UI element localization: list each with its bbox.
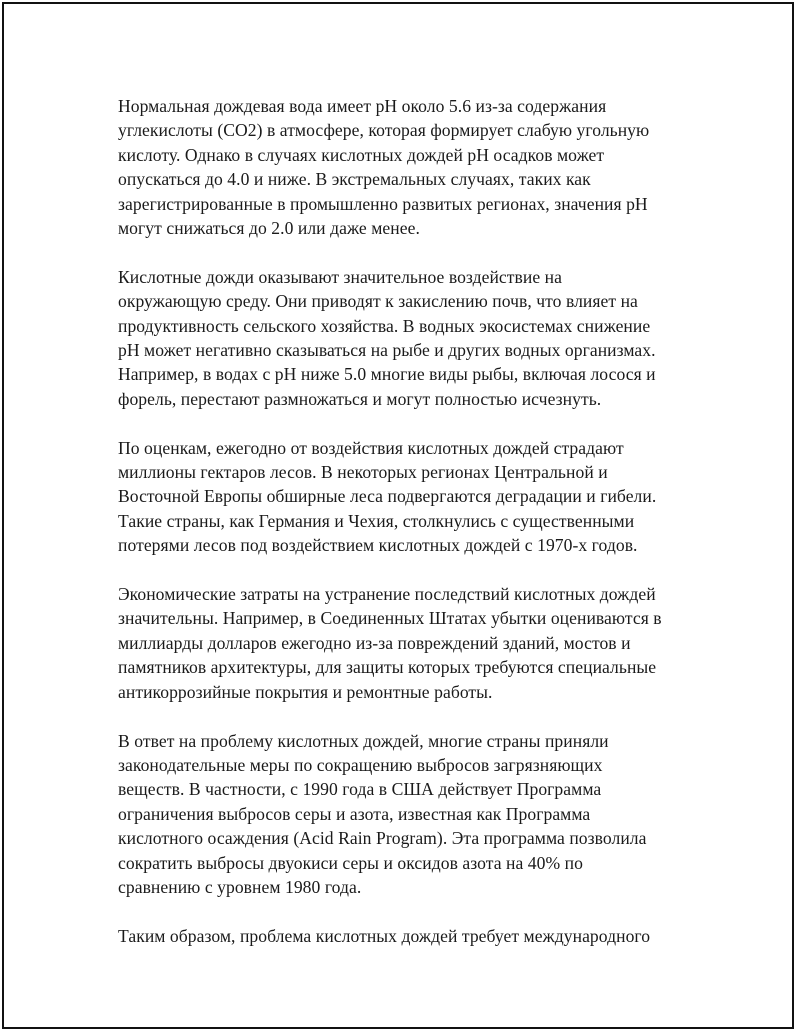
text-line: опускаться до 4.0 и ниже. В экстремальных случаях, таких как	[118, 169, 591, 190]
text-line: значительны. Например, в Соединенных Штатах убытки оцениваются в	[118, 608, 662, 629]
paragraph-legislation	[118, 729, 703, 900]
text-line: углекислоты (CO2) в атмосфере, которая формирует слабую угольную	[118, 120, 650, 141]
text-line: pH может негативно сказываться на рыбе и других водных организмах.	[118, 340, 656, 361]
text-line: законодательные меры по сокращению выбросов загрязняющих	[118, 754, 603, 775]
text-line: форель, перестают размножаться и могут полностью исчезнуть.	[118, 388, 602, 409]
text-line: Например, в водах с pH ниже 5.0 многие виды рыбы, включая лосося и	[118, 364, 656, 385]
text-line: веществ. В частности, с 1990 года в США действует Программа	[118, 779, 602, 800]
text-line: ограничения выбросов серы и азота, известная как Программа	[118, 803, 591, 824]
text-line: Кислотные дожди оказывают значительное воздействие на	[118, 266, 562, 287]
text-line: миллиарды долларов ежегодно из-за повреждений зданий, мостов и	[118, 632, 631, 653]
text-line: продуктивность сельского хозяйства. В водных экосистемах снижение	[118, 315, 651, 336]
paragraph-forest-damage	[118, 436, 703, 558]
text-line: Таким образом, проблема кислотных дождей требует международного	[118, 925, 651, 946]
text-line: По оценкам, ежегодно от воздействия кислотных дождей страдают	[118, 437, 624, 458]
paragraph-ph-levels	[118, 94, 703, 240]
text-line: потерями лесов под воздействием кислотных дождей с 1970-х годов.	[118, 535, 638, 556]
text-line: Такие страны, как Германия и Чехия, столкнулись с существенными	[118, 510, 635, 531]
text-line: Восточной Европы обширные леса подвергаются деградации и гибели.	[118, 486, 657, 507]
text-line: кислотного осаждения (Acid Rain Program). Эта программа позволила	[118, 828, 647, 849]
paragraph-conclusion	[118, 924, 703, 948]
text-line: сократить выбросы двуокиси серы и оксидов азота на 40% по	[118, 852, 583, 873]
text-line: миллионы гектаров лесов. В некоторых регионах Центральной и	[118, 462, 608, 483]
text-line: Нормальная дождевая вода имеет pH около 5.6 из-за содержания	[118, 96, 607, 116]
paragraph-economic-costs	[118, 582, 703, 704]
document-body	[118, 94, 703, 973]
text-line: зарегистрированные в промышленно развитых регионах, значения pH	[118, 193, 648, 214]
text-line: В ответ на проблему кислотных дождей, многие страны приняли	[118, 730, 609, 751]
text-line: сравнению с уровнем 1980 года.	[118, 876, 362, 897]
text-line: памятников архитектуры, для защиты которых требуются специальные	[118, 657, 657, 678]
text-line: Экономические затраты на устранение последствий кислотных дождей	[118, 584, 656, 605]
text-line: окружающую среду. Они приводят к закислению почв, что влияет на	[118, 291, 638, 312]
paragraph-environmental-impact	[118, 265, 703, 411]
text-line: кислоту. Однако в случаях кислотных дождей pH осадков может	[118, 144, 605, 165]
text-line: антикоррозийные покрытия и ремонтные работы.	[118, 681, 493, 702]
text-line: могут снижаться до 2.0 или даже менее.	[118, 218, 420, 239]
